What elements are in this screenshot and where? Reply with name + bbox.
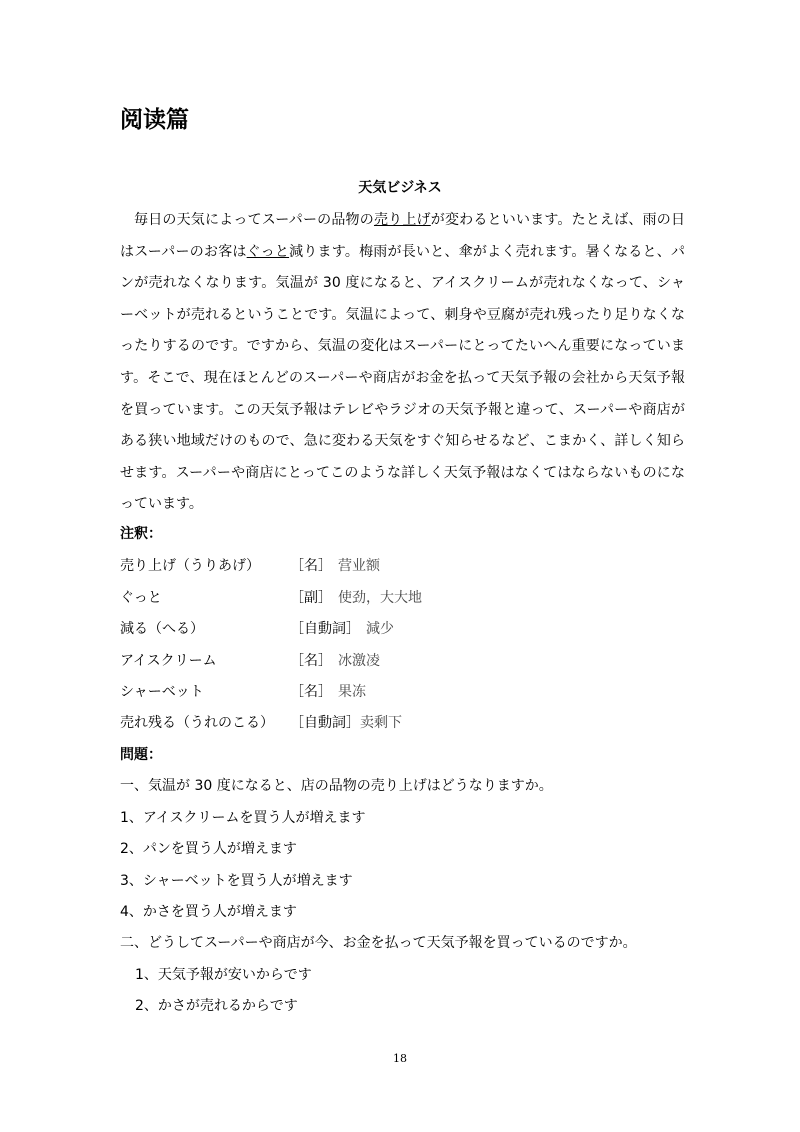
note-pos-text: ［名］ [290,653,332,669]
note-term: 売り上げ（うりあげ） [120,558,260,574]
passage-text-3: 減ります。梅雨が長いと、傘がよく売れます。暑くなると、パンが売れなくなります。気温が 30 度になると、アイスクリームが売れなくなって、シャーベットが売れるということです。気温によって、刺身や豆腐が売れ残ったり足りなくなったりするのです。ですから、気温の変化はスーパーにとってたいへん重要になっています。そこで、現在ほとんどのスーパーや商店がお金を払って天気予報の会社から天気予報を買っています。この天気予報はテレビやラジオの天気予報と違って、スーパーや商店がある狭い地域だけのもので、急に変わる天気をすぐ知らせるなど、こまかく、詳しく知らせます。スーパーや商店にとってこのような詳しく天気予報はなくてはならないものになっています。 [120,243,685,513]
note-pos-text: ［自動詞］ [290,715,360,731]
note-row [120,681,680,705]
note-part-of-speech [290,712,402,732]
note-pos-text: ［副］ [290,590,332,606]
note-meaning: 使劲，大大地 [338,590,422,606]
question-1-option: 1、アイスクリームを買う人が増えます [120,810,366,826]
note-pos-text: ［名］ [290,558,332,574]
question-2: 二、どうしてスーパーや商店が今、お金を払って天気予報を買っているのですか。 [120,935,637,951]
note-row [120,555,680,579]
question-2-option: 1、天気予報が安いからです [135,967,312,983]
note-row [120,650,680,674]
section-heading: 阅读篇 [120,106,189,133]
underlined-term-uriage: 売り上げ [373,212,431,228]
note-meaning: 減少 [366,621,394,637]
note-part-of-speech [290,650,380,670]
question-1: 一、気温が 30 度になると、店の品物の売り上げはどうなりますか。 [120,778,553,794]
note-pos-text: ［名］ [290,684,332,700]
note-term: 減る（へる） [120,621,204,637]
page-number: 18 [393,1052,407,1065]
note-row [120,712,680,736]
question-2-option: 2、かさが売れるからです [135,998,298,1014]
questions-label: 問題： [120,747,162,763]
note-row [120,618,680,642]
note-term: シャーベット [120,684,204,700]
passage-text-2: が変わるといいます。たとえば、雨の日はスーパーのお客は [120,212,686,260]
note-pos-text: ［自動詞］ [290,621,360,637]
note-meaning: 果冻 [338,684,366,700]
underlined-term-gutto: ぐっと [246,243,290,260]
passage-text-1: 毎日の天気によってスーパーの品物の [134,212,374,228]
note-meaning: 冰激凌 [338,653,380,669]
question-1-option: 3、シャーベットを買う人が増えます [120,873,353,889]
question-1-option: 4、かさを買う人が増えます [120,904,297,920]
note-part-of-speech [290,587,422,607]
note-term: 売れ残る（うれのこる） [120,715,274,731]
note-row [120,587,680,611]
note-part-of-speech [290,618,394,638]
question-1-option: 2、パンを買う人が増えます [120,841,297,857]
note-meaning: 卖剩下 [360,715,402,731]
note-term: ぐっと [120,590,162,606]
note-meaning: 营业额 [338,558,380,574]
note-term: アイスクリーム [120,653,217,669]
note-part-of-speech [290,555,380,575]
note-part-of-speech [290,681,366,701]
notes-label: 注釈： [120,526,162,542]
article-title: 天気ビジネス [358,180,442,196]
article-passage [120,205,685,521]
